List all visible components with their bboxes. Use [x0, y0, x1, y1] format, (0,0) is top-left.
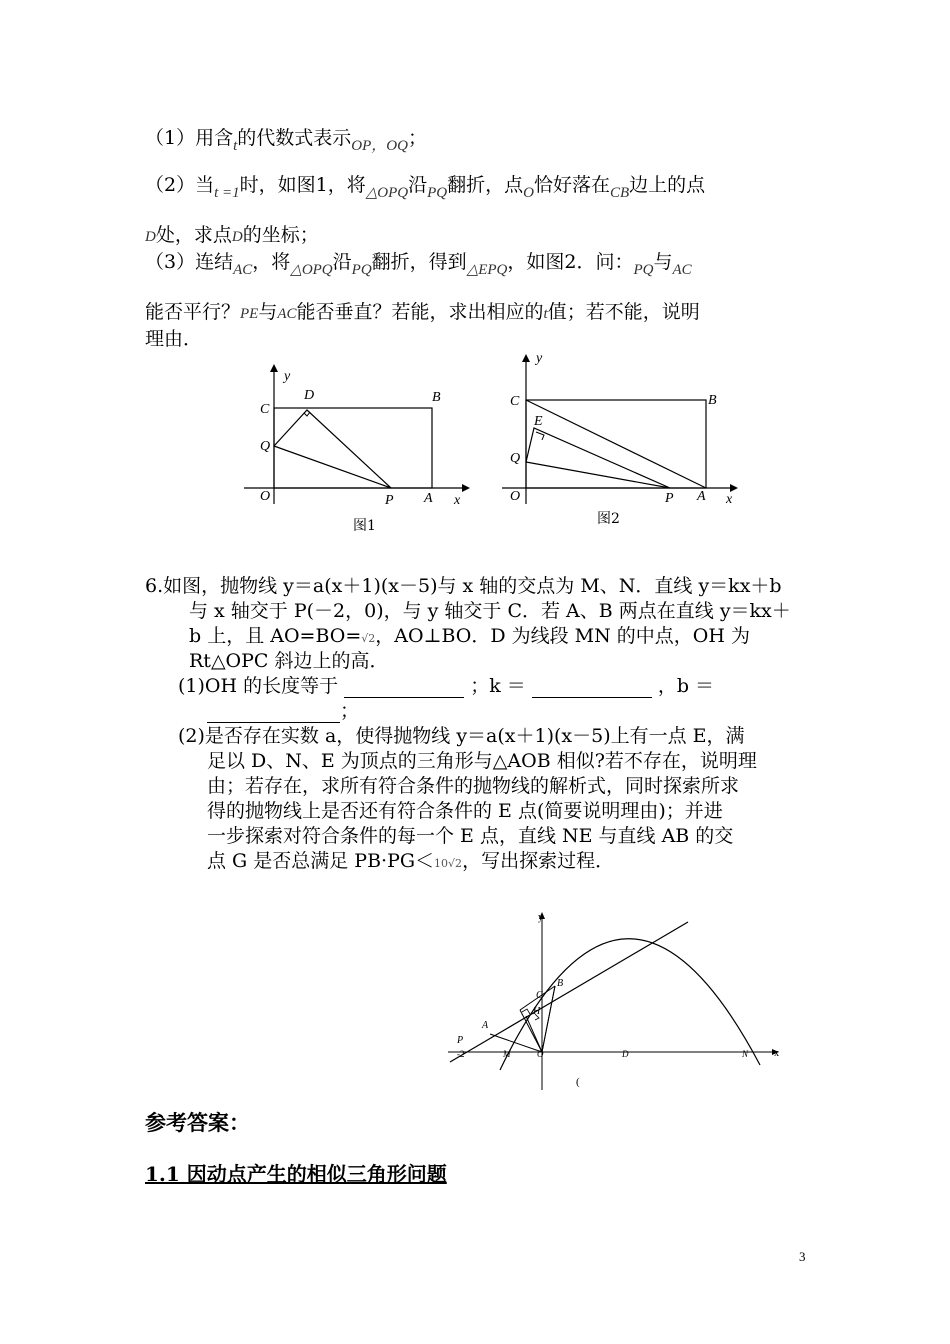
svg-text:Q: Q [510, 451, 521, 466]
svg-text:A: A [697, 489, 706, 504]
figure-1-caption: 图1 [353, 518, 376, 534]
x-axis-arrow [462, 484, 470, 492]
svg-text:Q: Q [260, 439, 271, 454]
svg-text:y: y [538, 912, 543, 923]
q6-line1: 6.如图，抛物线 y＝a(x＋1)(x－5)与 x 轴的交点为 M、N．直线 y＝kx＋b [145, 575, 782, 597]
svg-text:E: E [534, 414, 543, 429]
segment-OH [526, 1016, 542, 1052]
svg-text:-2: -2 [457, 1049, 465, 1059]
svg-text:x: x [726, 492, 733, 507]
svg-text:x: x [454, 493, 461, 508]
q6-part2-line2: 足以 D、N、E 为顶点的三角形与△AOB 相似?若不存在，说明理 [207, 750, 757, 772]
q6-part1: (1)OH 的长度等于 ；k ＝ ，b ＝ [178, 675, 715, 697]
svg-text:C: C [510, 394, 520, 409]
svg-text:O: O [537, 1049, 544, 1059]
svg-text:D: D [622, 1049, 629, 1059]
figure-3-parabola [440, 910, 790, 1095]
svg-text:O: O [510, 489, 521, 504]
triangle-DPQ [274, 410, 391, 488]
section-title: 1.1 因动点产生的相似三角形问题 [145, 1162, 447, 1186]
svg-text:C: C [260, 402, 270, 417]
q6-line4: Rt△OPC 斜边上的高． [189, 650, 389, 672]
q6-part1-cont: ； [207, 699, 359, 723]
y-axis-arrow [270, 364, 278, 372]
answers-title: 参考答案： [145, 1110, 250, 1135]
answer-blank-oh[interactable] [344, 679, 464, 698]
svg-text:P: P [457, 1035, 464, 1046]
svg-text:M: M [503, 1049, 511, 1059]
line-AB [450, 922, 688, 1062]
svg-text:O: O [260, 489, 271, 504]
answer-blank-k[interactable] [532, 679, 652, 698]
svg-text:x: x [774, 1048, 779, 1059]
q5-part2-cont: D处，求点D的坐标； [145, 224, 319, 246]
q5-part3-end: 理由． [145, 328, 203, 350]
svg-text:P: P [385, 493, 394, 508]
x-axis-arrow [730, 484, 738, 492]
q5-part1: （1）用含$_t$的代数式表示$_{OP,OQ}$； [145, 127, 427, 154]
triangle-EPQ [526, 428, 670, 488]
page-number: 3 [799, 1249, 806, 1264]
q6-part2-line6: 点 G 是否总满足 PB·PG＜10√2，写出探索过程． [207, 850, 615, 872]
svg-text:N: N [742, 1049, 749, 1059]
svg-text:y: y [284, 369, 291, 384]
q5-part2: （2）当$_{t =1}$时，如图1，将$_{\triangle OPQ}$沿$_{PQ}$翻折，点$_O$恰好落在$_{CB}$边上的点 [145, 174, 706, 201]
q6-line3: b 上，且 AO=BO=√2，AO⊥BO．D 为线段 MN 的中点，OH 为 [189, 625, 750, 647]
svg-text:(: ( [576, 1076, 580, 1088]
svg-text:B: B [557, 978, 564, 989]
q6-part2-line1: (2)是否存在实数 a，使得抛物线 y＝a(x＋1)(x－5)上有一点 E，满 [178, 725, 745, 747]
right-angle-mark [536, 432, 544, 440]
q6-part2-line3: 由；若存在，求所有符合条件的抛物线的解析式，同时探索所求 [207, 775, 740, 797]
svg-text:A: A [482, 1020, 489, 1031]
q5-part3: （3）连结$_{AC}$，将$_{\triangle OPQ}$沿$_{PQ}$翻折，得到$_{\triangle EPQ}$，如图2．问：$_{PQ}$与$_{AC}$ [145, 251, 692, 278]
figure-2-caption: 图2 [597, 511, 620, 527]
q5-part3-cont: 能否平行？PE与AC能否垂直？若能，求出相应的t值；若不能，说明 [145, 301, 700, 323]
q6-part2-line5: 一步探索对符合条件的每一个 E 点，直线 NE 与直线 AB 的交 [207, 825, 734, 847]
figure-1 [240, 360, 480, 510]
svg-text:B: B [432, 390, 441, 405]
figure-2 [498, 348, 748, 508]
svg-text:y: y [536, 351, 543, 366]
y-axis-arrow [522, 354, 530, 362]
svg-text:A: A [424, 491, 433, 506]
svg-text:P: P [665, 491, 674, 506]
segment-AC [526, 400, 706, 488]
svg-text:C: C [536, 990, 543, 1001]
svg-text:H: H [533, 1006, 541, 1017]
answer-blank-b[interactable] [207, 704, 340, 723]
svg-text:D: D [304, 388, 315, 403]
right-angle-mark-a [522, 1009, 530, 1014]
q6-part2-line4: 得的抛物线上是否还有符合条件的 E 点(简要说明理由)；并进 [207, 800, 723, 822]
q6-line2: 与 x 轴交于 P(－2，0)，与 y 轴交于 C．若 A、B 两点在直线 y＝kx＋ [189, 600, 791, 622]
svg-text:B: B [708, 393, 717, 408]
